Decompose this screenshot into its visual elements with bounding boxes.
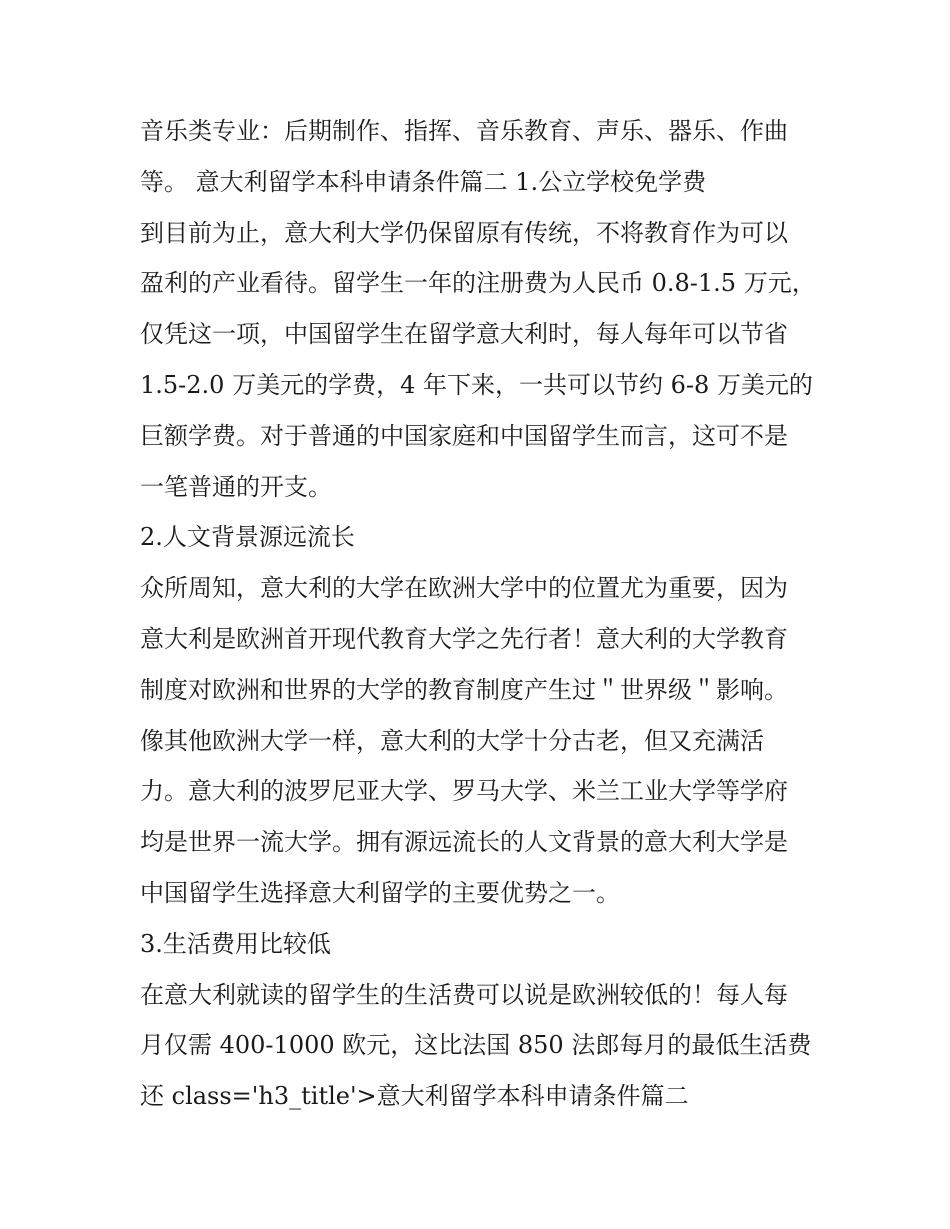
text-line: 还 class='h3_title'>意大利留学本科申请条件篇二 — [140, 1082, 689, 1111]
text-line: 众所周知，意大利的大学在欧洲大学中的位置尤为重要，因为 — [140, 574, 788, 603]
document-body — [140, 106, 820, 1122]
text-line: 月仅需 400-1000 欧元，这比法国 850 法郎每月的最低生活费 — [140, 1031, 812, 1060]
text-line: 巨额学费。对于普通的中国家庭和中国留学生而言，这可不是 — [140, 421, 788, 450]
text-line: 制度对欧洲和世界的大学的教育制度产生过＂世界级＂影响。 — [140, 675, 788, 704]
section-heading: 2.人文背景源远流长 — [140, 523, 355, 552]
text-line: 力。意大利的波罗尼亚大学、罗马大学、米兰工业大学等学府 — [140, 777, 788, 806]
text-line: 音乐类专业：后期制作、指挥、音乐教育、声乐、器乐、作曲 — [140, 117, 788, 145]
text-line: 等。 意大利留学本科申请条件篇二 1.公立学校免学费 — [140, 167, 707, 196]
text-line: 1.5-2.0 万美元的学费，4 年下来，一共可以节约 6-8 万美元的 — [140, 370, 813, 399]
text-line: 均是世界一流大学。拥有源远流长的人文背景的意大利大学是 — [140, 828, 788, 857]
text-line: 意大利是欧洲首开现代教育大学之先行者！意大利的大学教育 — [140, 624, 788, 653]
text-line: 盈利的产业看待。留学生一年的注册费为人民币 0.8-1.5 万元， — [140, 269, 816, 298]
text-line: 一笔普通的开支。 — [140, 472, 332, 501]
text-line: 仅凭这一项，中国留学生在留学意大利时，每人每年可以节省 — [140, 320, 788, 349]
text-line: 像其他欧洲大学一样，意大利的大学十分古老，但又充满活 — [140, 726, 764, 755]
section-heading: 3.生活费用比较低 — [140, 929, 331, 958]
text-line: 中国留学生选择意大利留学的主要优势之一。 — [140, 878, 620, 907]
text-line: 到目前为止，意大利大学仍保留原有传统，不将教育作为可以 — [140, 218, 788, 247]
text-line: 在意大利就读的留学生的生活费可以说是欧洲较低的！每人每 — [140, 980, 788, 1009]
